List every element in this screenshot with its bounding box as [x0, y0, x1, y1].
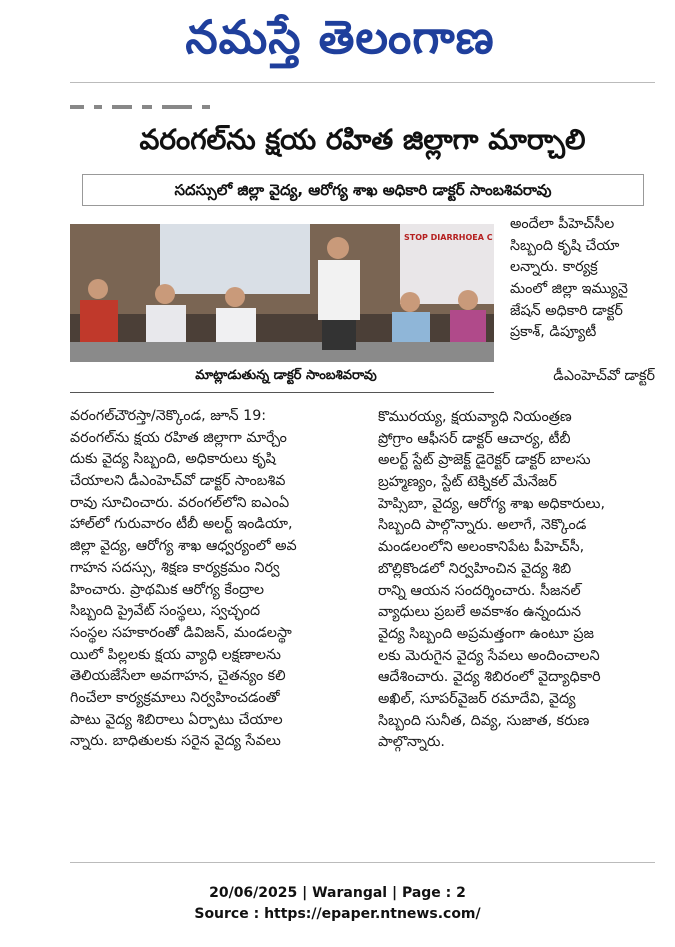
text-line: బ్రహ్మణ్యం, స్టేట్ టెక్నికల్ మేనేజర్ — [378, 474, 557, 491]
footer-date-edition: 20/06/2025 | Warangal | Page : 2 — [209, 885, 466, 901]
text-line: లకు మెరుగైన వైద్య సేవలు అందించాలని — [378, 647, 600, 664]
text-line: హెప్సిబా, వైద్య, ఆరోగ్య శాఖ అధికారులు, — [378, 495, 606, 512]
text-line: హాల్‌లో గురువారం టీబీ అలర్ట్ ఇండియా, — [70, 516, 293, 533]
text-line: తెలియజేసేలా అవగాహన, చైతన్యం కలి — [70, 668, 286, 685]
text-line: అలర్ట్ స్టేట్ ప్రాజెక్ట్ డైరెక్టర్ డాక్టర్ బాలసు — [378, 452, 591, 469]
text-line: వ్యాధులు ప్రబలే అవకాశం ఉన్నందున — [378, 604, 582, 621]
text-line: మంలో జిల్లా ఇమ్యునై — [510, 281, 628, 298]
text-line: గాహన సదస్సు, శిక్షణ కార్యక్రమం నిర్వ — [70, 559, 280, 576]
article-headline: వరంగల్‌ను క్షయ రహిత జిల్లాగా మార్చాలి — [139, 123, 586, 156]
article-column-left — [70, 406, 370, 753]
newspaper-masthead: నమస్తే తెలంగాణ — [185, 10, 495, 64]
text-line: లన్నారు. కార్యక్ర — [510, 259, 598, 276]
divider — [70, 392, 494, 393]
article-column-right-top — [510, 214, 655, 344]
text-line: చేయాలని డీఎంహెచ్‌వో డాక్టర్ సాంబశివ — [70, 473, 286, 490]
text-line: రావు సూచించారు. వరంగల్‌లోని ఐఎంఏ — [70, 494, 290, 511]
photo-banner-text: STOP DIARRHOEA C — [404, 233, 493, 242]
text-line: అఖిల్, సూపర్‌వైజర్ రమాదేవి, వైద్య — [378, 690, 576, 707]
text-line: యిలో పిల్లలకు క్షయ వ్యాధి లక్షణాలను — [70, 646, 281, 663]
text-line: రాన్ని ఆయన సందర్శించారు. సీజనల్ — [378, 582, 581, 599]
text-line: డీఎంహెచ్‌వో డాక్టర్ — [553, 368, 655, 384]
text-line: కొమురయ్య, క్షయవ్యాధి నియంత్రణ — [378, 409, 572, 425]
footer-source-link[interactable]: Source : https://epaper.ntnews.com/ — [194, 906, 481, 922]
text-line: న్నారు. బాధితులకు సరైన వైద్య సేవలు — [70, 733, 281, 750]
article-subhead: సదస్సులో జిల్లా వైద్య, ఆరోగ్య శాఖ అధికారి డాక్టర్ సాంబశివరావు — [82, 174, 644, 206]
text-line: మండలంలోని అలంకానిపేట పీహెచ్‌సీ, — [378, 539, 585, 556]
text-line: వరంగల్‌ను క్షయ రహిత జిల్లాగా మార్చేం — [70, 429, 287, 446]
text-line: వరంగల్‌చౌరస్తా/నెక్కొండ, జూన్ 19: — [70, 408, 267, 424]
text-line: సిబ్బంది సునీత, దివ్య, సుజాత, కరుణ — [378, 712, 590, 729]
text-line: ఆదేశించారు. వైద్య శిబిరంలో వైద్యాధికారి — [378, 669, 601, 686]
text-line: అందేలా పీహెచ్‌సీల — [510, 216, 615, 232]
photo-illustration — [70, 224, 494, 362]
text-line: సిబ్బంది ప్రైవేట్ సంస్థలు, స్వచ్ఛంద — [70, 603, 261, 620]
text-line: సంస్థల సహకారంతో డివిజన్, మండలస్థా — [70, 624, 292, 641]
text-line: పాల్గొన్నారు. — [378, 734, 445, 751]
text-line: ప్రకాశ్, డిప్యూటీ — [510, 324, 597, 341]
photo-caption: మాట్లాడుతున్న డాక్టర్ సాంబశివరావు — [195, 368, 377, 383]
divider — [70, 862, 655, 863]
divider — [70, 82, 655, 83]
article-column-right — [378, 407, 655, 754]
text-line: ప్రోగ్రాం ఆఫీసర్ డాక్టర్ ఆచార్య, టీబీ — [378, 430, 571, 447]
decorative-header-marks — [70, 96, 330, 106]
text-line: సిబ్బంది పాల్గొన్నారు. అలాగే, నెక్కొండ — [378, 517, 587, 534]
text-line: జిల్లా వైద్య, ఆరోగ్య శాఖ ఆధ్వర్యంలో అవ — [70, 538, 297, 555]
text-line: జేషన్ అధికారి డాక్టర్ — [510, 302, 623, 319]
text-line: దుకు వైద్య సిబ్బంది, అధికారులు కృషి — [70, 451, 276, 468]
text-line: బొల్లికొండలో నిర్వహించిన వైద్య శిబి — [378, 560, 572, 577]
text-line: సిబ్బంది కృషి చేయా — [510, 237, 620, 254]
text-line: పాటు వైద్య శిబిరాలు ఏర్పాటు చేయాల — [70, 711, 283, 728]
text-line: హించారు. ప్రాథమిక ఆరోగ్య కేంద్రాల — [70, 581, 265, 598]
text-line: వైద్య సిబ్బంది అప్రమత్తంగా ఉంటూ ప్రజ — [378, 625, 595, 642]
article-photo — [70, 224, 494, 362]
article-column-right-top-end — [510, 344, 655, 388]
text-line: గించేలా కార్యక్రమాలు నిర్వహించడంతో — [70, 689, 280, 706]
